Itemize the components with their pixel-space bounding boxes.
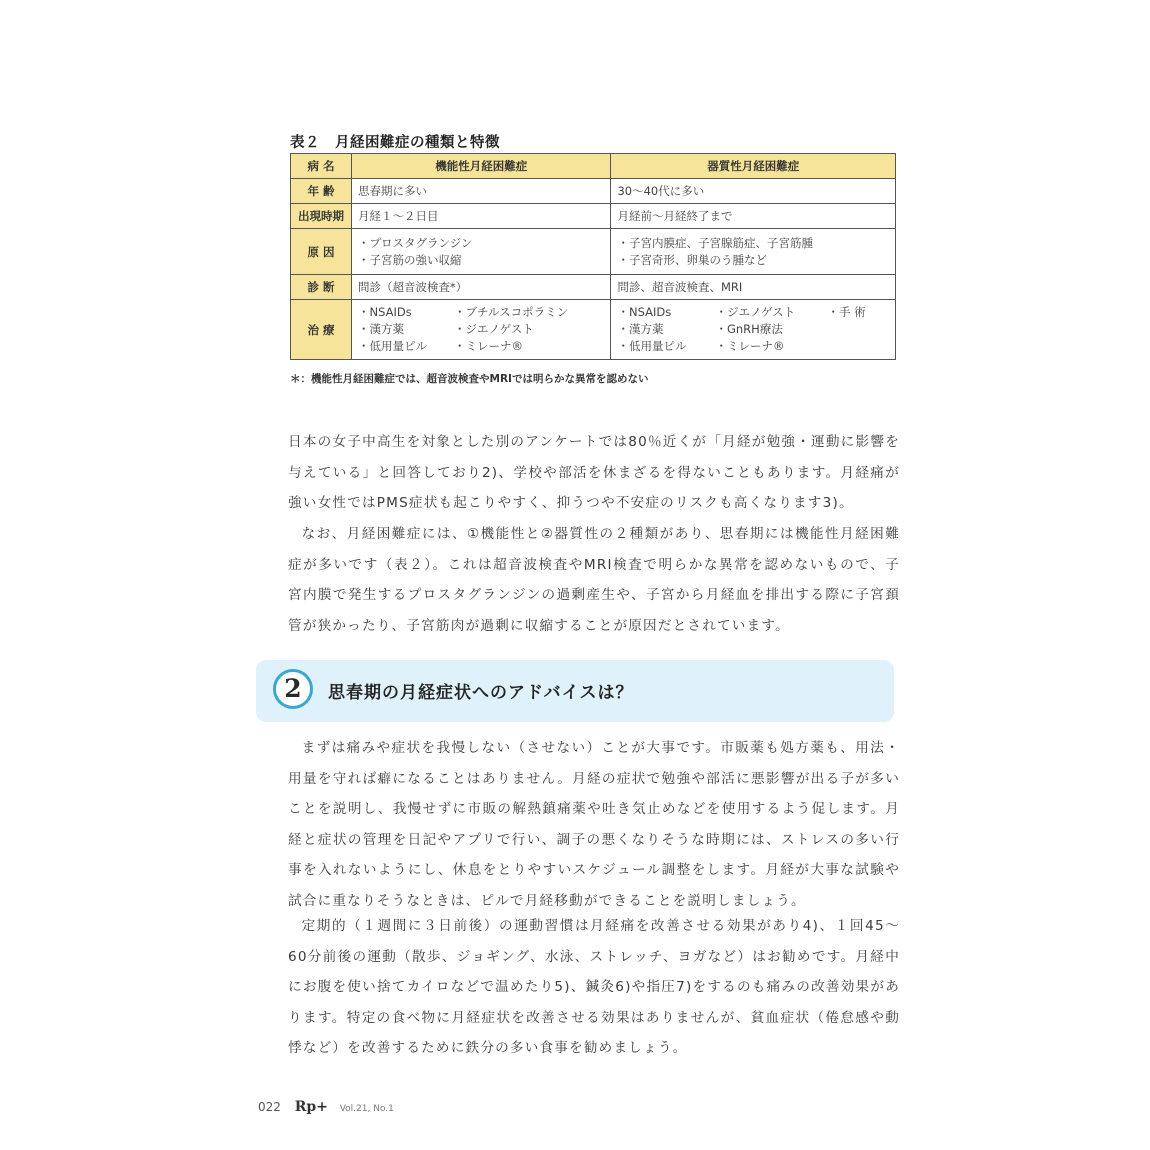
table-cell: 30～40代に多い — [611, 179, 896, 204]
table-header-cell: 病 名 — [291, 154, 352, 179]
cell-item: ・子宮奇形、卵巣のう腫など — [617, 252, 767, 267]
table-header-cell: 機能性月経困難症 — [352, 154, 611, 179]
table-title: 表２ 月経困難症の種類と特徴 — [290, 135, 500, 151]
cell-item: ・ミレーナ® — [454, 339, 523, 353]
body-paragraph: 日本の女子中高生を対象とした別のアンケートでは80％近くが「月経が勉強・運動に影響を与えている」と回答しており2)、学校や部活を休まざるを得ないこともあります。月経痛が強い女性ではPMS症状も起こりやすく、抑うつや不安症のリスクも高くなります3)。 — [288, 434, 900, 511]
cell-item: ・NSAIDs — [358, 305, 412, 319]
table-row — [291, 275, 896, 300]
cell-item — [827, 338, 877, 355]
cell-item: ・ミレーナ® — [715, 339, 785, 353]
table-header-row — [291, 154, 896, 179]
table-cell — [352, 229, 611, 275]
body-paragraph: 定期的（１週間に３日前後）の運動習慣は月経痛を改善させる効果があり4)、１回45～60分前後の運動（散歩、ジョギング、水泳、ストレッチ、ヨガなど）はお勧めです。月経中にお腹を使い捨てカイロなどで温めたり5)、鍼灸6)や指圧7)をするのも痛みの改善効果があります。特定の食べ物に月経症状を改善させる効果はありませんが、貧血症状（倦怠感や動悸など）を改善するために鉄分の多い食事を勧めましょう。 — [288, 918, 900, 1056]
body-paragraph: まずは痛みや症状を我慢しない（させない）ことが大事です。市販薬も処方薬も、用法・用量を守れば癖になることはありません。月経の症状で勉強や部活に悪影響が出る子が多いことを説明し、我慢せずに市販の解熱鎮痛薬や吐き気止めなどを使用するよう促します。月経と症状の管理を日記やアプリで行い、調子の悪くなりそうな時期には、ストレスの多い行事を入れないようにし、休息をとりやすいスケジュール調整をします。月経が大事な試験や試合に重なりそうなときは、ピルで月経移動ができることを説明しましょう。 — [288, 740, 900, 909]
table-cell: 月経１～２日目 — [352, 204, 611, 229]
table-row — [291, 229, 896, 275]
cell-item: ・低用量ピル — [358, 339, 427, 353]
row-label: 診 断 — [291, 275, 352, 300]
symptoms-table — [290, 153, 896, 360]
cell-item: ・ブチルスコポラミン — [454, 305, 569, 319]
magazine-logo: Rp+ — [294, 1099, 328, 1115]
treatment-list — [617, 304, 889, 355]
table-cell — [611, 229, 896, 275]
row-label: 出現時期 — [291, 204, 352, 229]
section-number-badge: 2 — [273, 669, 313, 709]
section-title: 思春期の月経症状へのアドバイスは？ — [328, 683, 634, 703]
table-row — [291, 179, 896, 204]
table-cell: 月経前～月経終了まで — [611, 204, 896, 229]
body-paragraph: なお、月経困難症には、①機能性と②器質性の２種類があり、思春期には機能性月経困難症が多いです（表２）。これは超音波検査やMRI検査で明らかな異常を認めないもので、子宮内膜で発生するプロスタグランジンの過剰産生や、子宮から月経血を排出する際に子宮頚管が狭かったり、子宮筋肉が過剰に収縮することが原因だとされています。 — [288, 526, 900, 634]
table-footnote: ＊：機能性月経困難症では、超音波検査やMRIでは明らかな異常を認めない — [290, 373, 649, 385]
table-cell: 問診、超音波検査、MRI — [611, 275, 896, 300]
cell-item: ・プロスタグランジン — [358, 235, 473, 250]
cell-item — [827, 321, 877, 338]
page-number: 022 — [258, 1100, 281, 1114]
volume-info: Vol.21, No.1 — [339, 1104, 394, 1114]
row-label: 治 療 — [291, 300, 352, 360]
cell-item: ・子宮筋の強い収縮 — [358, 252, 462, 267]
cell-item: ・ジエノゲスト — [454, 322, 534, 336]
cell-item: ・NSAIDs — [617, 305, 672, 319]
cell-item: ・漢方薬 — [358, 322, 404, 336]
cell-item: ・漢方薬 — [617, 322, 664, 336]
cell-item: ・子宮内膜症、子宮腺筋症、子宮筋腫 — [617, 235, 813, 250]
treatment-list — [358, 304, 604, 355]
table-cell — [611, 300, 896, 360]
table-row — [291, 204, 896, 229]
table-cell — [352, 300, 611, 360]
table-header-cell: 器質性月経困難症 — [611, 154, 896, 179]
cell-item: ・手 術 — [827, 305, 866, 319]
table-cell: 問診（超音波検査*） — [352, 275, 611, 300]
cell-item: ・ジエノゲスト — [715, 305, 796, 319]
section-heading — [256, 660, 894, 722]
table-cell: 思春期に多い — [352, 179, 611, 204]
cell-item: ・低用量ピル — [617, 339, 687, 353]
cell-item: ・GnRH療法 — [715, 322, 783, 336]
row-label: 年 齢 — [291, 179, 352, 204]
row-label: 原 因 — [291, 229, 352, 275]
page-footer — [258, 1099, 394, 1115]
table-row — [291, 300, 896, 360]
